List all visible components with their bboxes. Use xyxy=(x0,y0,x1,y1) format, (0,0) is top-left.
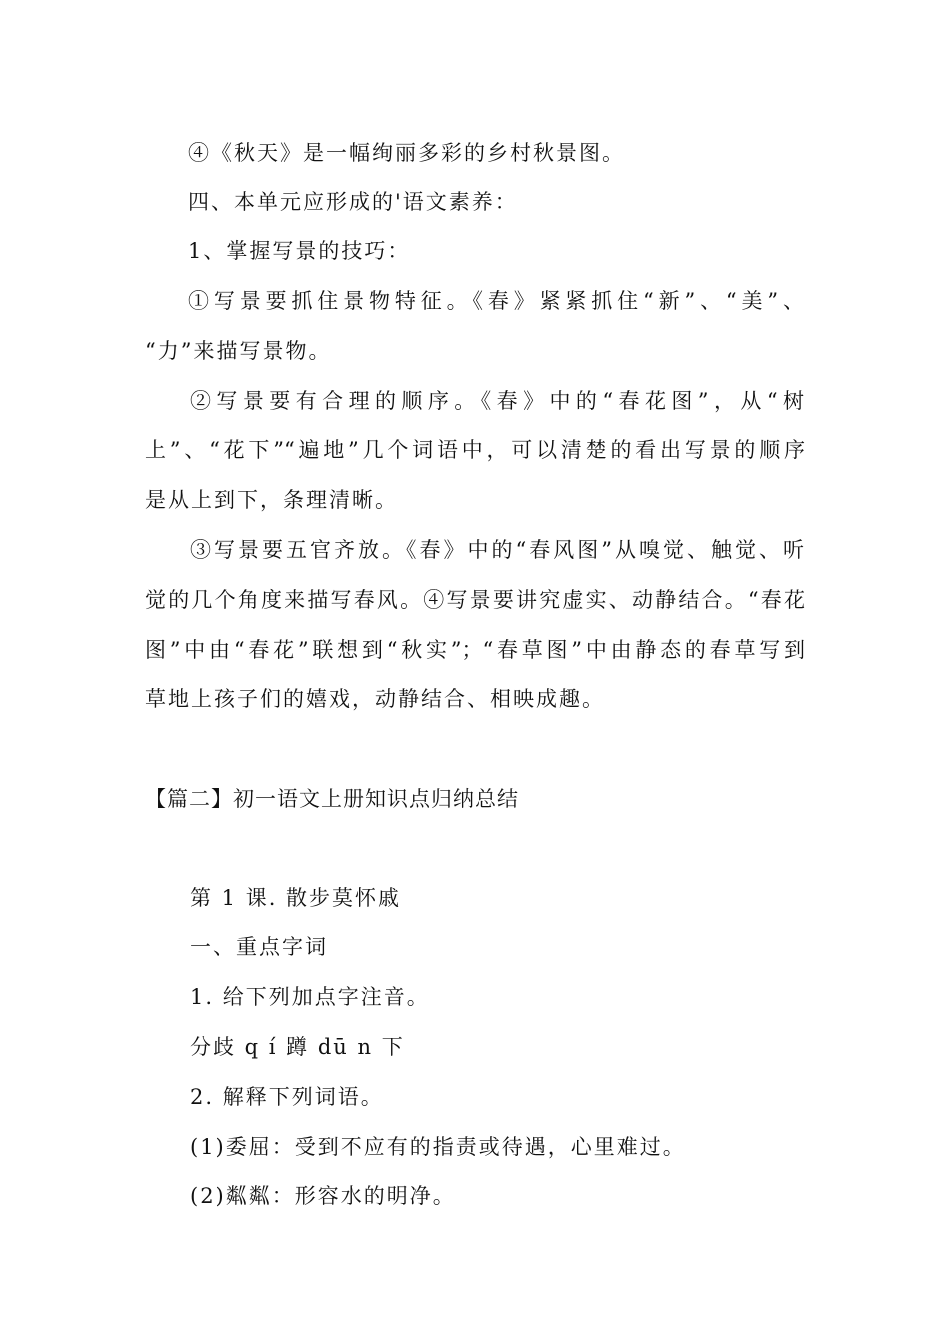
paragraph-line: ③写景要五官齐放。《春》中的“春风图”从嗅觉、触觉、听 xyxy=(190,538,804,562)
lesson-line: (2)粼粼：形容水的明净。 xyxy=(190,1184,456,1208)
paragraph-line: “力”来描写景物。 xyxy=(145,339,332,363)
lesson-line: 一、重点字词 xyxy=(190,935,328,959)
paragraph-line: 1、掌握写景的技巧： xyxy=(188,239,411,263)
section-title: 【篇二】初一语文上册知识点归纳总结 xyxy=(145,787,519,811)
paragraph-line: 上”、“花下”“遍地”几个词语中，可以清楚的看出写景的顺序 xyxy=(145,438,805,462)
paragraph-line: 图”中由“春花”联想到“秋实”；“春草图”中由静态的春草写到 xyxy=(145,638,805,662)
paragraph-line: 草地上孩子们的嬉戏，动静结合、相映成趣。 xyxy=(145,687,605,711)
paragraph-line: 四、本单元应形成的'语文素养： xyxy=(188,190,518,214)
paragraph-line: 是从上到下，条理清晰。 xyxy=(145,488,398,512)
lesson-line: 2. 解释下列词语。 xyxy=(190,1085,384,1109)
lesson-line: 1. 给下列加点字注音。 xyxy=(190,985,430,1009)
paragraph-line: 觉的几个角度来描写春风。④写景要讲究虚实、动静结合。“春花 xyxy=(145,588,805,612)
paragraph-line: ④《秋天》是一幅绚丽多彩的乡村秋景图。 xyxy=(188,141,625,165)
lesson-title: 第 1 课. 散步莫怀戚 xyxy=(190,886,402,910)
paragraph-line: ①写景要抓住景物特征。《春》紧紧抓住“新”、“美”、 xyxy=(188,289,804,313)
lesson-line: (1)委屈：受到不应有的指责或待遇，心里难过。 xyxy=(190,1135,686,1159)
paragraph-line: ②写景要有合理的顺序。《春》中的“春花图”，从“树 xyxy=(190,389,804,413)
lesson-line: 分歧 q í 蹲 dū n 下 xyxy=(190,1035,405,1059)
